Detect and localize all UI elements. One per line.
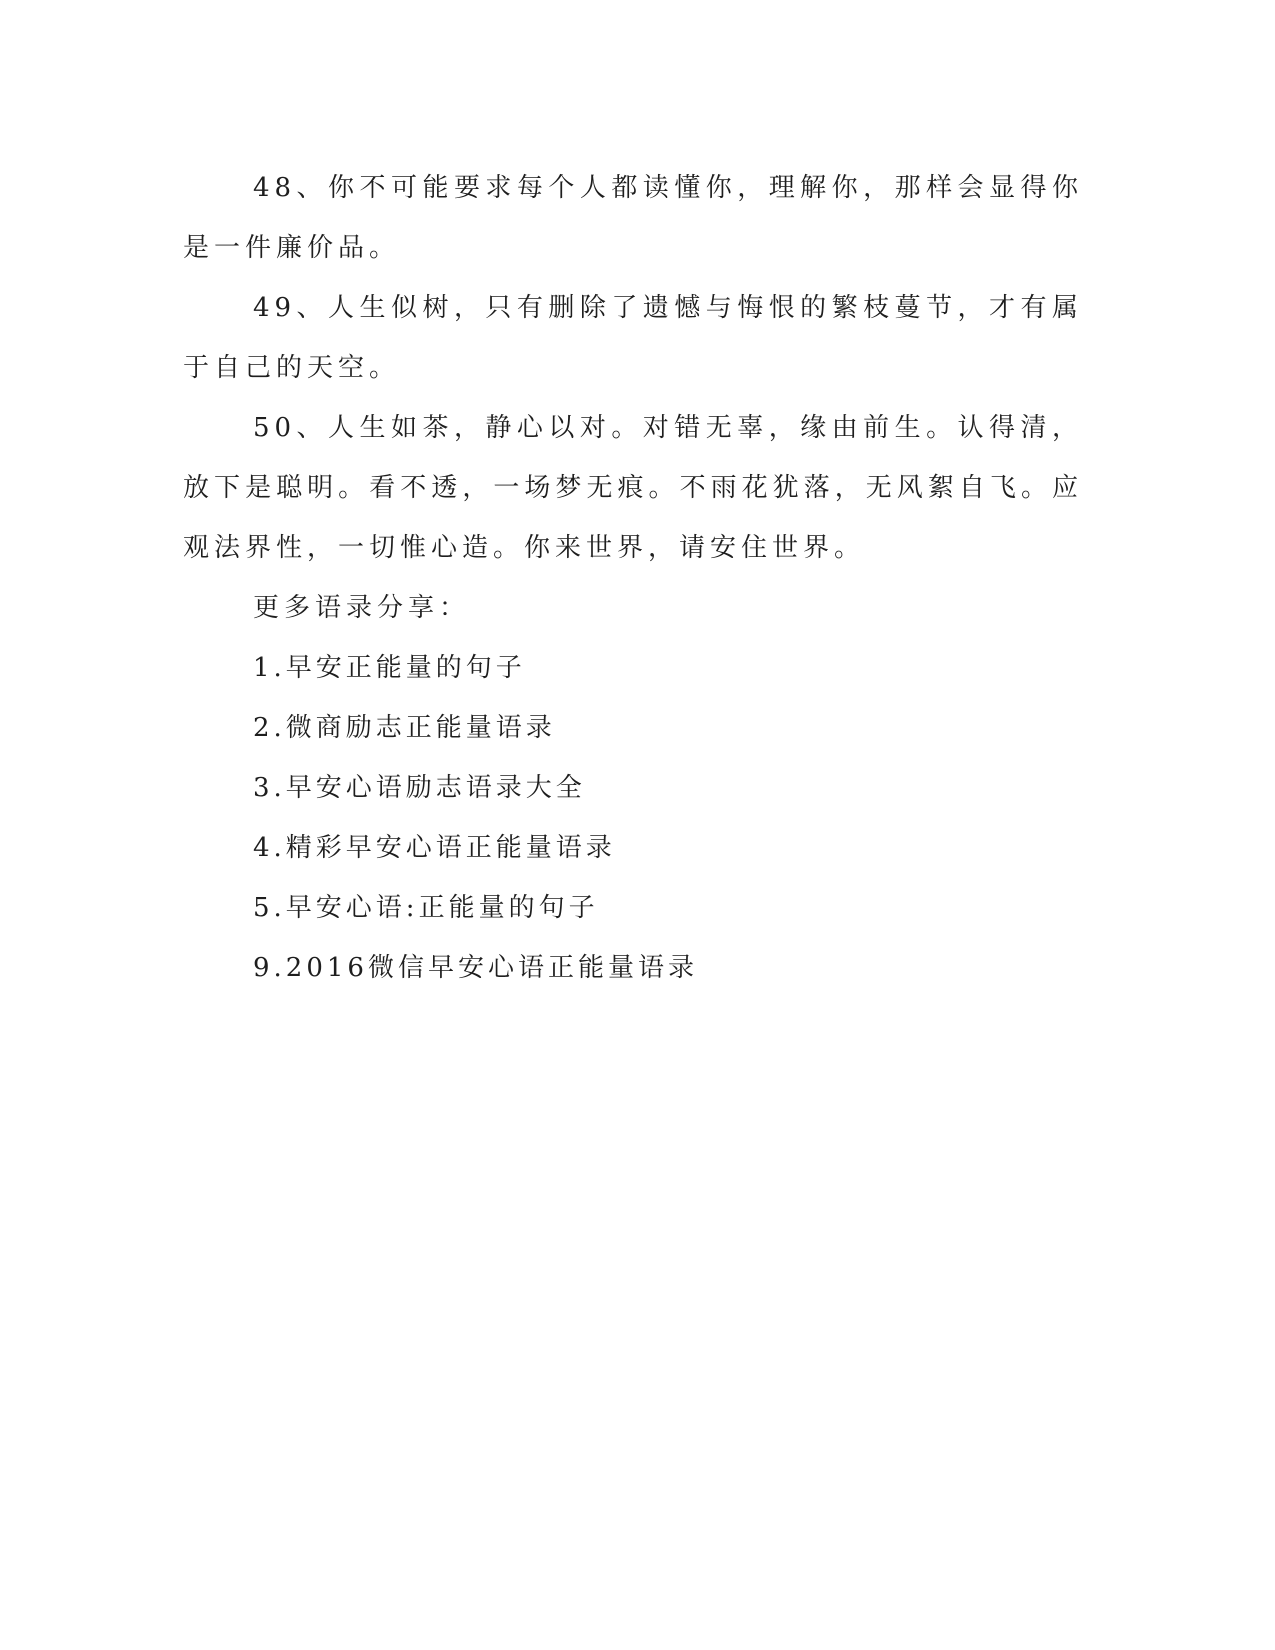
list-item [183,818,1083,878]
quote-paragraph-50: 50、人生如茶，静心以对。对错无辜，缘由前生。认得清，放下是聪明。看不透，一场梦无痕。不雨花犹落，无风絮自飞。应观法界性，一切惟心造。你来世界，请安住世界。 [183,413,1083,563]
list-item [183,638,1083,698]
list-item [183,938,1083,998]
more-quotes-link-6[interactable]: 9.2016微信早安心语正能量语录 [253,953,698,983]
more-quotes-link-2[interactable]: 2.微商励志正能量语录 [253,713,556,743]
more-quotes-link-1[interactable]: 1.早安正能量的句子 [253,653,526,683]
document-body [183,158,1083,998]
more-quotes-list [183,638,1083,998]
more-quotes-heading: 更多语录分享： [253,593,471,623]
more-quotes-link-4[interactable]: 4.精彩早安心语正能量语录 [253,833,616,863]
list-item [183,878,1083,938]
more-quotes-link-5[interactable]: 5.早安心语:正能量的句子 [253,893,599,923]
list-item [183,758,1083,818]
quote-paragraph-48: 48、你不可能要求每个人都读懂你，理解你，那样会显得你是一件廉价品。 [183,173,1083,263]
quote-paragraph-49: 49、人生似树，只有删除了遗憾与悔恨的繁枝蔓节，才有属于自己的天空。 [183,293,1083,383]
more-quotes-link-3[interactable]: 3.早安心语励志语录大全 [253,773,586,803]
list-item [183,698,1083,758]
